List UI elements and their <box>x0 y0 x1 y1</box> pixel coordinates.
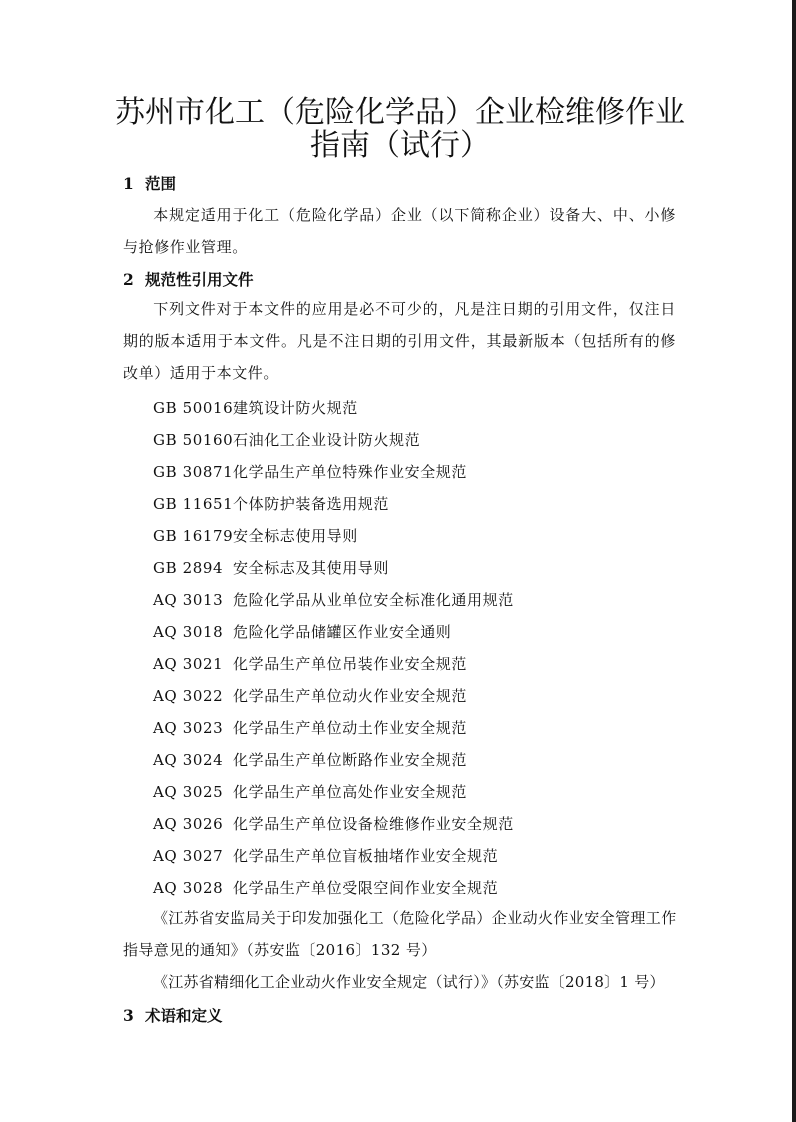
page-right-border <box>792 0 796 1122</box>
standard-item <box>153 717 467 738</box>
standard-name: 化学品生产单位断路作业安全规范 <box>233 751 468 769</box>
scope-paragraph: 本规定适用于化工（危险化学品）企业（以下简称企业）设备大、中、小修与抢修作业管理。 <box>123 206 676 256</box>
standard-item <box>153 813 514 834</box>
standard-item <box>153 493 389 514</box>
standard-code: AQ 3026 <box>153 815 224 833</box>
standard-name: 化学品生产单位特殊作业安全规范 <box>233 463 468 481</box>
section-number: 2 <box>123 270 134 289</box>
standard-item <box>153 653 467 674</box>
notice-document-2: 《江苏省精细化工企业动火作业安全规定（试行）》（苏安监〔2018〕1 号） <box>153 973 665 991</box>
standard-code: GB 16179 <box>153 527 234 545</box>
standard-name: 化学品生产单位吊装作业安全规范 <box>233 655 468 673</box>
standard-code: AQ 3028 <box>153 879 224 897</box>
standard-name: 化学品生产单位盲板抽堵作业安全规范 <box>233 847 499 865</box>
standard-name: 化学品生产单位动土作业安全规范 <box>233 719 468 737</box>
standard-item <box>153 557 389 578</box>
standard-name: 个体防护装备选用规范 <box>233 495 390 513</box>
standard-name: 安全标志及其使用导则 <box>233 559 390 577</box>
standard-item <box>153 845 498 866</box>
section-heading-scope <box>123 172 176 194</box>
standard-name: 安全标志使用导则 <box>233 527 358 545</box>
standard-item <box>153 749 467 770</box>
standard-code: AQ 3024 <box>153 751 224 769</box>
section-title: 术语和定义 <box>145 1006 223 1025</box>
standard-item <box>153 589 514 610</box>
standard-code: AQ 3013 <box>153 591 224 609</box>
standard-item <box>153 429 420 450</box>
standard-code: GB 2894 <box>153 559 224 577</box>
section-title: 范围 <box>145 174 177 193</box>
standard-code: AQ 3023 <box>153 719 224 737</box>
standard-code: GB 50160 <box>153 431 234 449</box>
standard-item <box>153 685 467 706</box>
section-heading-references <box>123 268 254 290</box>
standard-item <box>153 397 358 418</box>
standard-code: AQ 3025 <box>153 783 224 801</box>
standard-code: GB 30871 <box>153 463 234 481</box>
document-title-line-1: 苏州市化工（危险化学品）企业检维修作业 <box>115 95 685 130</box>
standard-name: 化学品生产单位动火作业安全规范 <box>233 687 468 705</box>
section-title: 规范性引用文件 <box>145 270 254 289</box>
standard-name: 化学品生产单位设备检维修作业安全规范 <box>233 815 514 833</box>
notice-document-1: 《江苏省安监局关于印发加强化工（危险化学品）企业动火作业安全管理工作指导意见的通知》（苏安监〔2016〕132 号） <box>123 909 677 959</box>
references-intro-paragraph: 下列文件对于本文件的应用是必不可少的，凡是注日期的引用文件，仅注日期的版本适用于本文件。凡是不注日期的引用文件，其最新版本（包括所有的修改单）适用于本文件。 <box>123 300 676 382</box>
standard-code: AQ 3018 <box>153 623 224 641</box>
section-number: 3 <box>123 1006 134 1025</box>
section-heading-terms <box>123 1004 223 1026</box>
standard-code: AQ 3027 <box>153 847 224 865</box>
standard-code: AQ 3021 <box>153 655 224 673</box>
standard-item <box>153 525 358 546</box>
standard-item <box>153 877 498 898</box>
standard-code: GB 50016 <box>153 399 234 417</box>
document-title-line-2: 指南（试行） <box>310 128 490 163</box>
standard-name: 化学品生产单位受限空间作业安全规范 <box>233 879 499 897</box>
section-number: 1 <box>123 174 134 193</box>
standard-name: 危险化学品从业单位安全标准化通用规范 <box>233 591 514 609</box>
standard-item <box>153 621 451 642</box>
standard-item <box>153 781 467 802</box>
standard-code: GB 11651 <box>153 495 234 513</box>
standard-name: 建筑设计防火规范 <box>233 399 358 417</box>
standard-name: 石油化工企业设计防火规范 <box>233 431 421 449</box>
standard-name: 化学品生产单位高处作业安全规范 <box>233 783 468 801</box>
standard-code: AQ 3022 <box>153 687 224 705</box>
standard-item <box>153 461 467 482</box>
standard-name: 危险化学品储罐区作业安全通则 <box>233 623 452 641</box>
